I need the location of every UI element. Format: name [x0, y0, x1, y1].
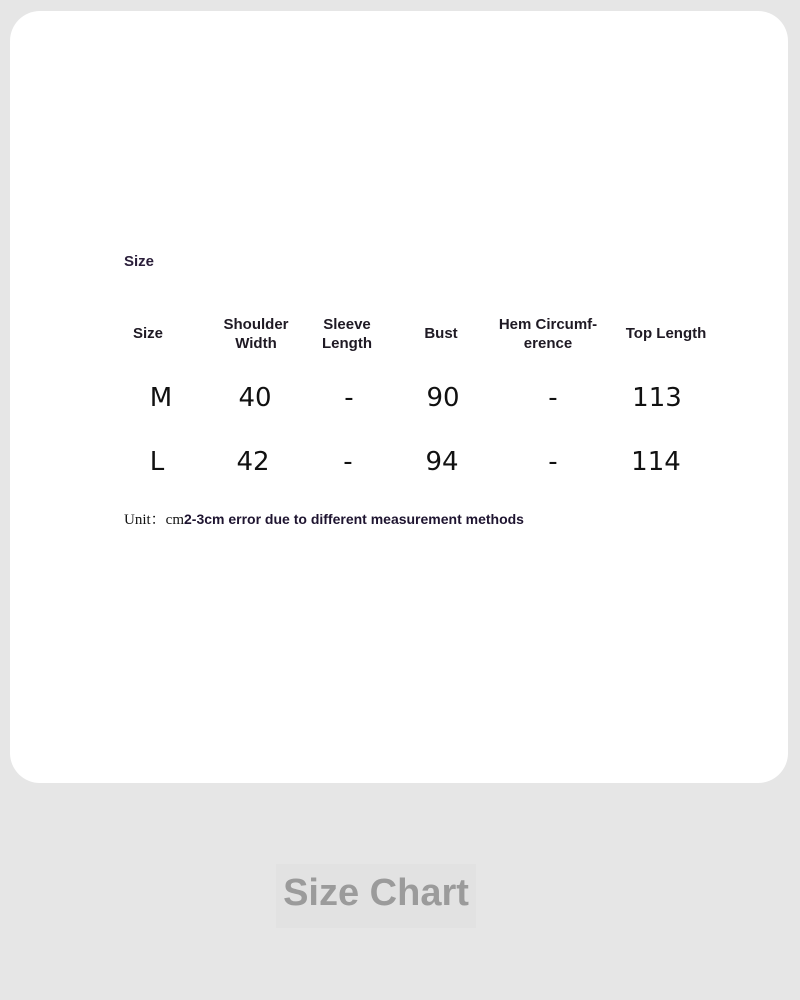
table-cell: 114 — [631, 447, 681, 477]
header-top-length: Top Length — [625, 325, 707, 342]
header-shoulder-width: Shoulder Width — [223, 316, 289, 352]
error-note: 2-3cm error due to different measurement methods — [184, 511, 524, 527]
header-size: Size — [132, 325, 164, 342]
table-cell: M — [149, 383, 173, 413]
measurement-note — [124, 508, 524, 529]
table-title: Size — [124, 253, 155, 270]
table-cell: 42 — [236, 447, 270, 477]
size-chart-caption: Size Chart — [283, 872, 469, 914]
header-hem-circumference: Hem Circumf- erence — [498, 316, 598, 352]
table-cell: 113 — [632, 383, 682, 413]
table-cell: 94 — [425, 447, 459, 477]
table-cell: 90 — [426, 383, 460, 413]
header-sleeve-length: Sleeve Length — [322, 316, 372, 352]
table-cell: L — [149, 447, 165, 477]
table-cell: - — [548, 447, 558, 477]
header-bust: Bust — [424, 325, 458, 342]
table-cell: 40 — [238, 383, 272, 413]
table-cell: - — [548, 383, 558, 413]
unit-label: Unit：cm — [124, 512, 184, 528]
table-cell: - — [343, 447, 353, 477]
table-cell: - — [344, 383, 354, 413]
